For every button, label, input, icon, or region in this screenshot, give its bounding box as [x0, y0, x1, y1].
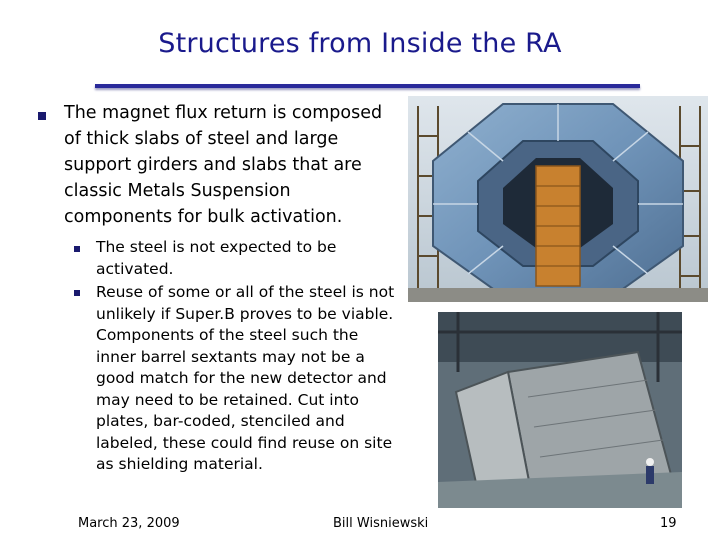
footer-page-number: 19: [660, 516, 677, 531]
main-bullet-text: The magnet flux return is composed of thick slabs of steel and large support girders and slabs that are classic Metals Suspension components for bulk activation.: [64, 103, 383, 227]
sub-bullet-text-2: Reuse of some or all of the steel is not unlikely if Super.B proves to be viable. Components of the steel such the inner barrel sextants may not be a good match for the new detector and may need to be retained. Cut into plates, bar-coded, stenciled and labeled, these could find reuse on site as shielding material.: [96, 283, 395, 473]
title-underline: [95, 84, 640, 88]
detector-steel-photo: [408, 96, 708, 302]
slide-title: Structures from Inside the RA: [158, 28, 562, 59]
sub-bullet-text-1: The steel is not expected to be activated.: [96, 238, 337, 278]
sextant-lift-photo: [438, 312, 682, 508]
sub-bullet-marker-2: [74, 290, 80, 296]
main-bullet-marker: [38, 112, 46, 120]
footer-date: March 23, 2009: [78, 516, 180, 531]
footer-author: Bill Wisniewski: [333, 516, 429, 531]
sub-bullet-marker-1: [74, 246, 80, 252]
